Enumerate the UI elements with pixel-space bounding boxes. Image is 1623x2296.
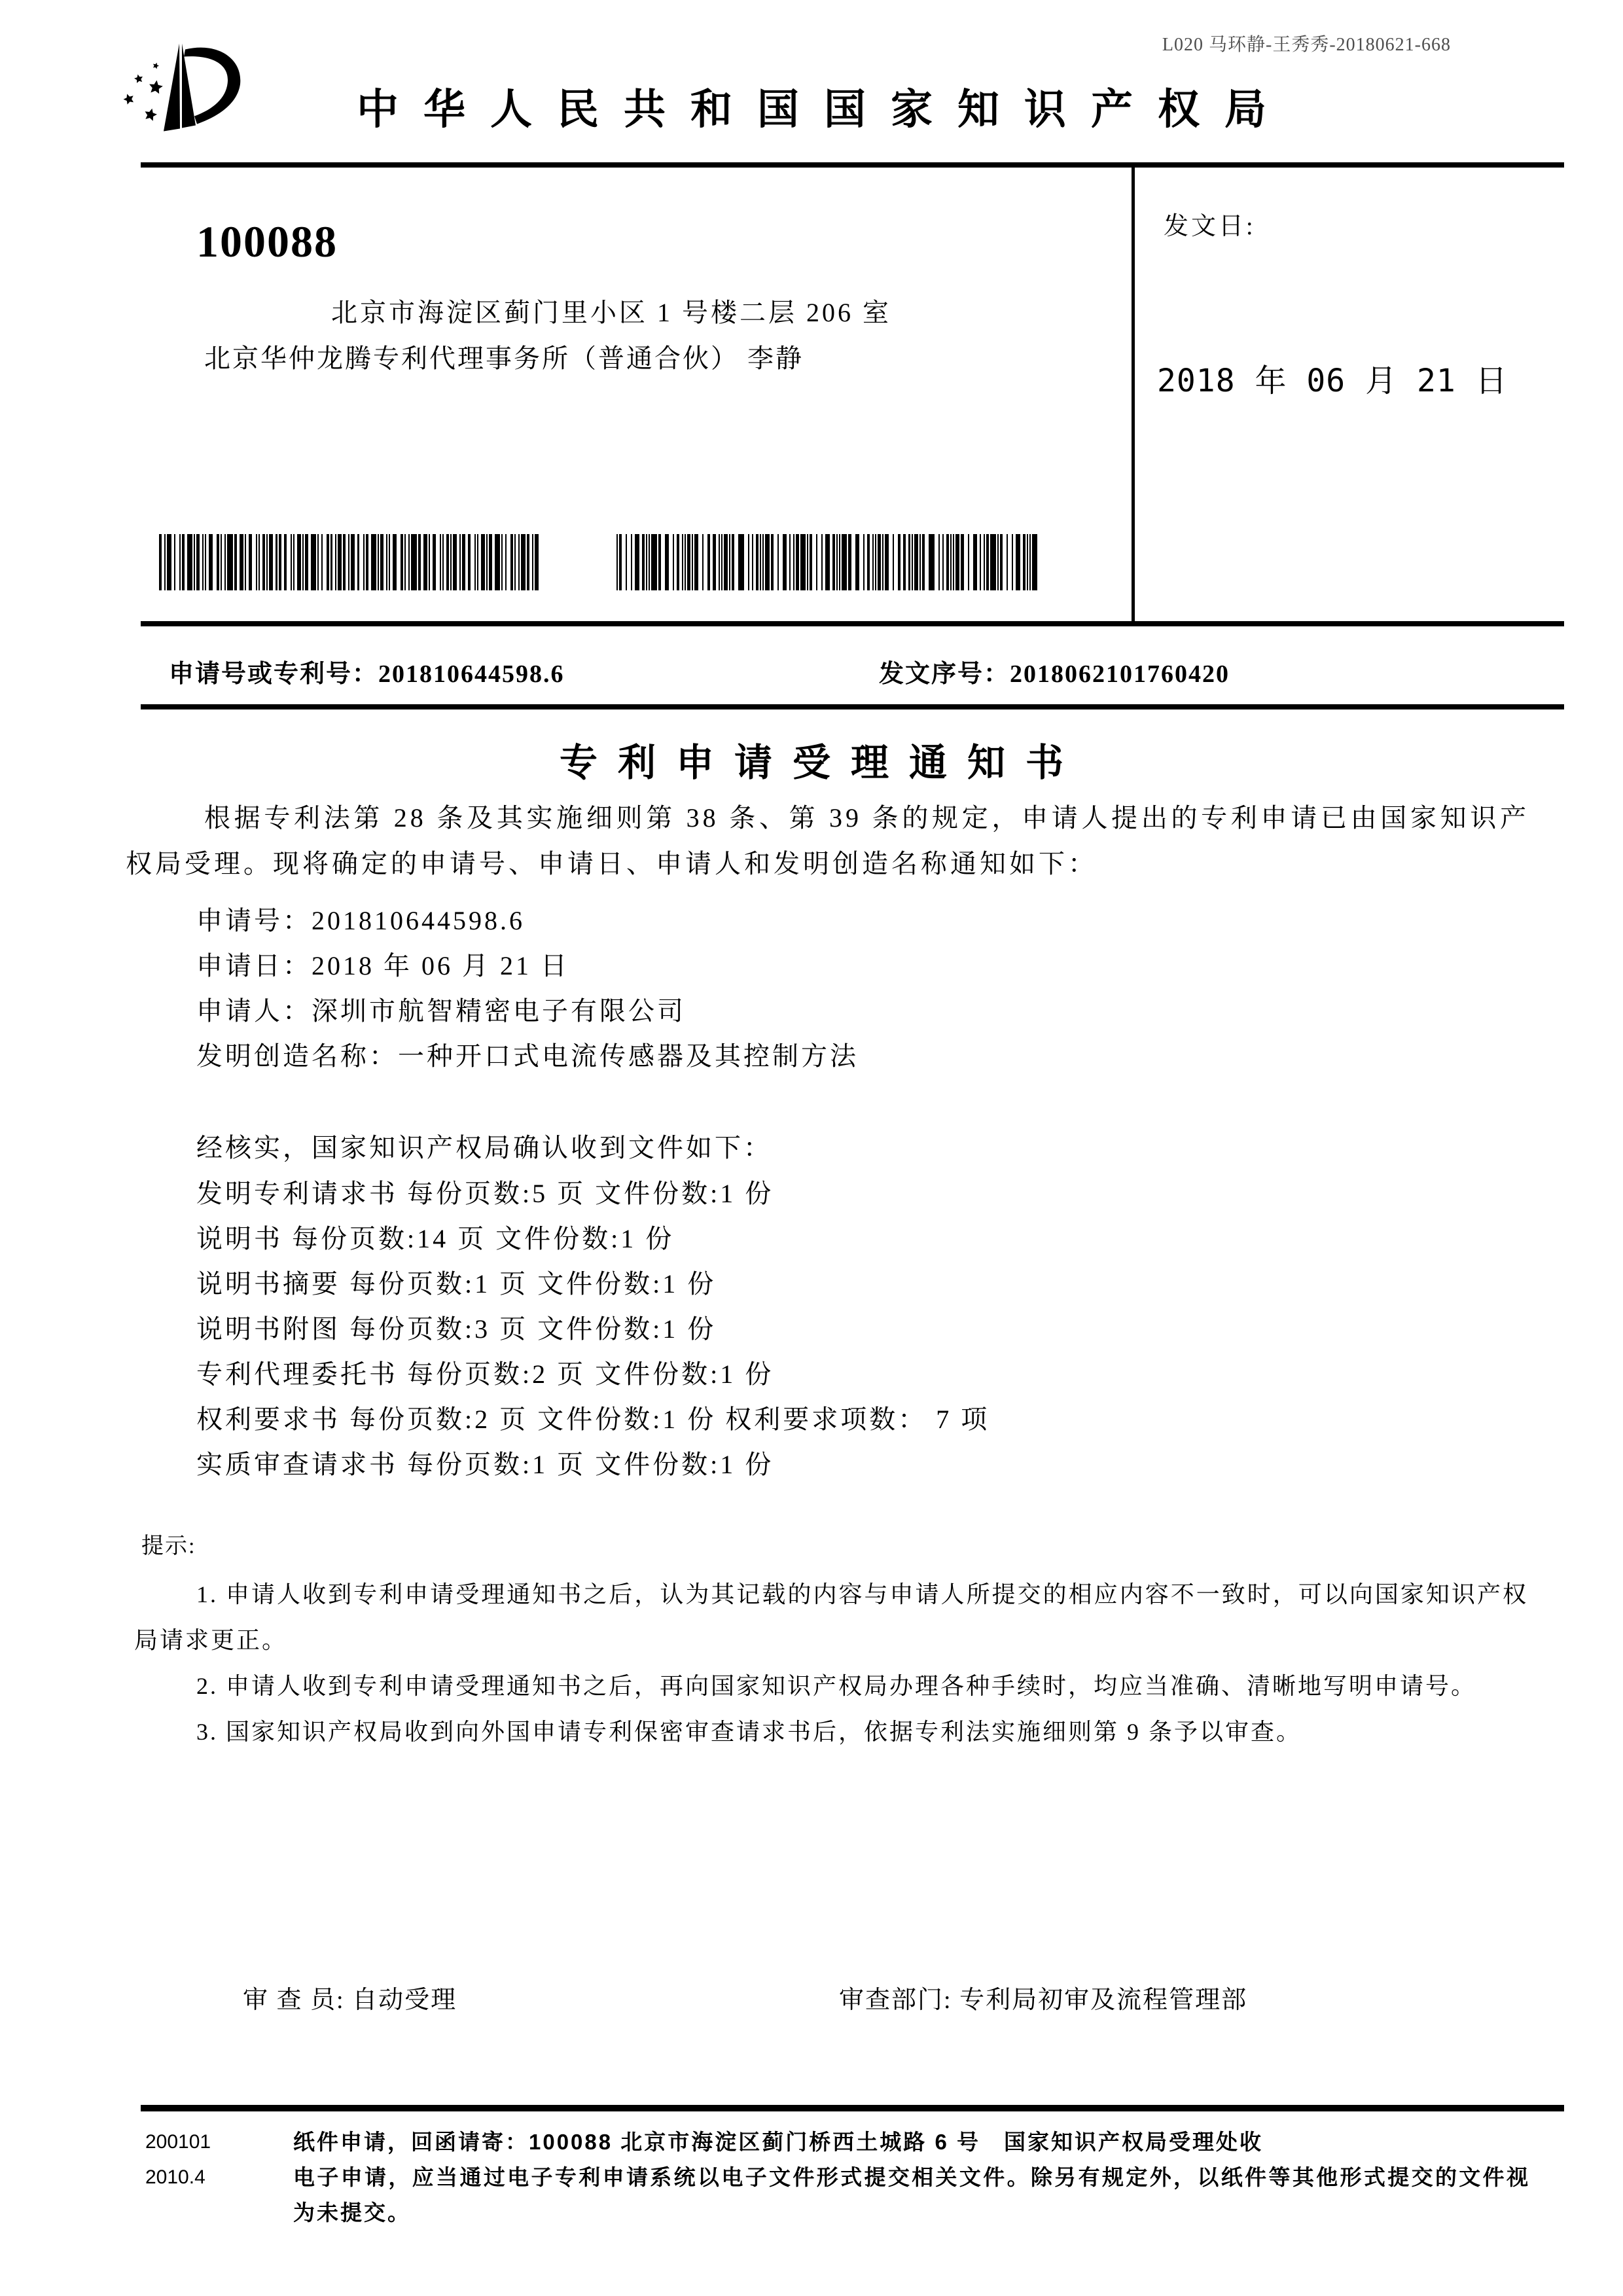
application-fields xyxy=(196,898,859,1079)
field-row xyxy=(196,898,859,943)
footer-form-code: 2010.4 xyxy=(145,2166,205,2188)
recipient-postcode: 100088 xyxy=(196,217,338,266)
field-label: 申请号： xyxy=(196,906,312,935)
serial-number-value: 2018062101760420 xyxy=(1010,660,1230,688)
footer-rule xyxy=(141,2105,1564,2111)
field-label: 申请日： xyxy=(196,951,312,980)
application-barcode xyxy=(159,534,542,590)
serial-barcode xyxy=(616,534,1042,590)
document-line: 说明书附图 每份页数:3 页 文件份数:1 份 xyxy=(196,1314,717,1344)
examiner-label: 审 查 员: xyxy=(243,1986,345,2014)
document-line: 专利代理委托书 每份页数:2 页 文件份数:1 份 xyxy=(196,1359,774,1389)
document-line: 说明书摘要 每份页数:1 页 文件份数:1 份 xyxy=(196,1269,717,1299)
footer-line: 电子申请，应当通过电子专利申请系统以电子文件形式提交相关文件。除另有规定外，以纸件等其他形式提交的文件视为未提交。 xyxy=(293,2165,1530,2225)
department-row xyxy=(839,1979,1247,2015)
field-label: 发明创造名称： xyxy=(196,1041,398,1071)
notice-title: 专利申请受理通知书 xyxy=(559,742,1084,784)
divider-rule-top xyxy=(141,621,1564,626)
tip-item: 3. 国家知识产权局收到向外国申请专利保密审查请求书后，依据专利法实施细则第 9 条予以审查。 xyxy=(196,1719,1302,1745)
department-label: 审查部门: xyxy=(839,1986,952,2014)
footer-line: 纸件申请，回函请寄：100088 北京市海淀区蓟门桥西土城路 6 号 国家知识产权局受理处收 xyxy=(293,2130,1263,2154)
tip-item: 2. 申请人收到专利申请受理通知书之后，再向国家知识产权局办理各种手续时，均应当准确、清晰地写明申请号。 xyxy=(196,1673,1477,1699)
document-line: 实质审查请求书 每份页数:1 页 文件份数:1 份 xyxy=(196,1450,774,1479)
field-value: 201810644598.6 xyxy=(312,906,525,935)
field-value: 深圳市航智精密电子有限公司 xyxy=(312,996,686,1026)
document-line: 说明书 每份页数:14 页 文件份数:1 份 xyxy=(196,1224,675,1253)
received-documents-list xyxy=(196,1171,990,1487)
column-divider xyxy=(1132,165,1135,624)
field-row xyxy=(196,943,859,988)
issue-date-label: 发文日: xyxy=(1164,213,1256,240)
header-rule xyxy=(141,162,1564,168)
document-line: 权利要求书 每份页数:2 页 文件份数:1 份 权利要求项数： 7 项 xyxy=(196,1405,990,1434)
confirm-line: 经核实，国家知识产权局确认收到文件如下： xyxy=(196,1133,772,1162)
application-number xyxy=(169,653,565,689)
field-label: 申请人： xyxy=(196,996,312,1026)
field-value: 2018 年 06 月 21 日 xyxy=(312,951,569,980)
serial-number-label: 发文序号： xyxy=(879,660,1010,688)
issue-date-value: 2018 年 06 月 21 日 xyxy=(1157,363,1508,399)
serial-number xyxy=(879,653,1230,689)
field-row xyxy=(196,1033,859,1079)
footer-form-codes xyxy=(145,2125,211,2195)
tips-list xyxy=(134,1571,1528,1755)
field-row xyxy=(196,988,859,1033)
examiner-row xyxy=(243,1979,457,2015)
document-line: 发明专利请求书 每份页数:5 页 文件份数:1 份 xyxy=(196,1179,774,1208)
application-number-label: 申请号或专利号： xyxy=(169,660,379,688)
document-ref-code: L020 马环静-王秀秀-20180621-668 xyxy=(1162,35,1451,55)
notice-intro: 根据专利法第 28 条及其实施细则第 38 条、第 39 条的规定，申请人提出的专利申请已由国家知识产权局受理。现将确定的申请号、申请日、申请人和发明创造名称通知如下： xyxy=(126,803,1529,878)
office-name: 中华人民共和国国家知识产权局 xyxy=(357,86,1291,133)
application-number-value: 201810644598.6 xyxy=(378,660,565,688)
recipient-address: 北京市海淀区蓟门里小区 1 号楼二层 206 室 xyxy=(331,298,891,327)
field-value: 一种开口式电流传感器及其控制方法 xyxy=(398,1041,859,1071)
divider-rule-bottom xyxy=(141,704,1564,709)
tips-label: 提示: xyxy=(141,1534,196,1558)
footer-form-code: 200101 xyxy=(145,2131,211,2153)
department-value: 专利局初审及流程管理部 xyxy=(959,1986,1248,2014)
examiner-value: 自动受理 xyxy=(352,1986,457,2014)
footer-instructions xyxy=(293,2125,1530,2231)
tip-item: 1. 申请人收到专利申请受理通知书之后，认为其记载的内容与申请人所提交的相应内容不一致时，可以向国家知识产权局请求更正。 xyxy=(134,1581,1528,1653)
recipient-agency: 北京华仲龙腾专利代理事务所（普通合伙） 李静 xyxy=(204,344,804,373)
